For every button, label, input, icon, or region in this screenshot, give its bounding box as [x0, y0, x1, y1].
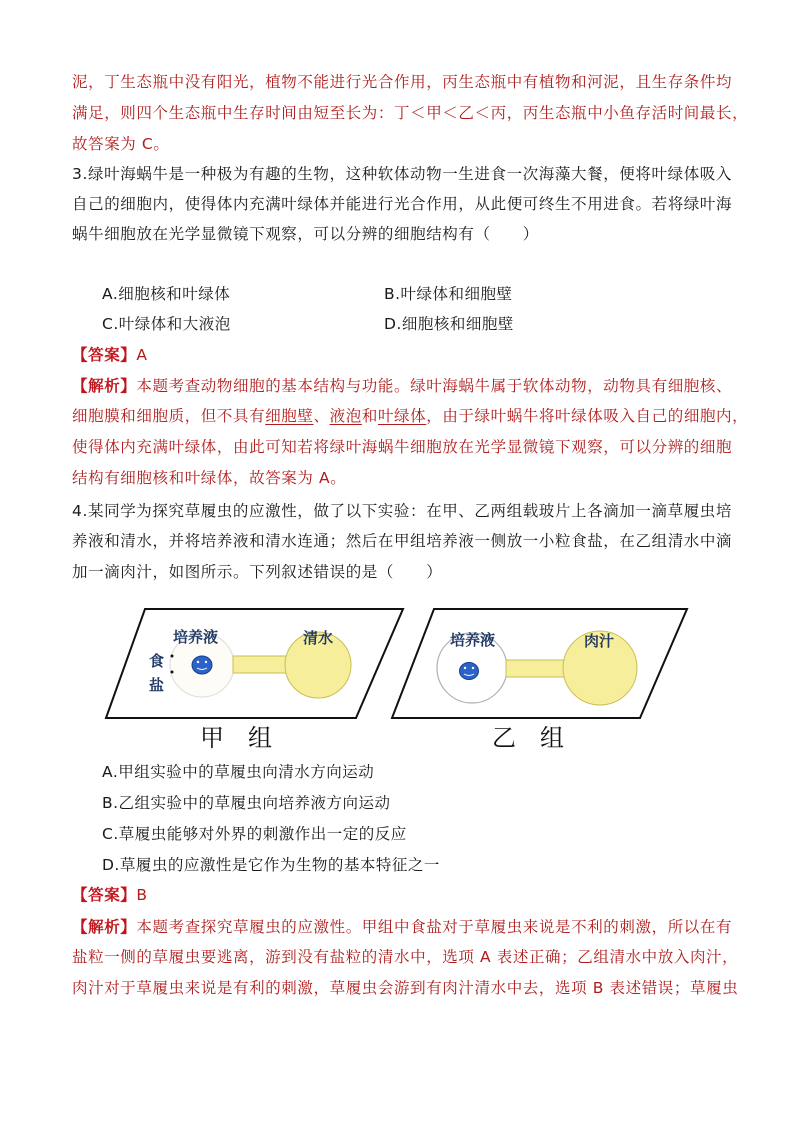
- q4-analysis-line: 盐粒一侧的草履虫要逃离，游到没有盐粒的清水中，选项 A 表述正确；乙组清水中放入肉汁，: [72, 948, 739, 966]
- paramecium-eye: [205, 661, 207, 663]
- question-4-text: 加一滴肉汁，如图所示。下列叙述错误的是（ ）: [72, 563, 443, 581]
- analysis-tag: 【解析】: [72, 918, 137, 936]
- analysis-text: ，由于绿叶蜗牛将叶绿体吸入自己的细胞内，: [426, 407, 749, 425]
- question-3-text: 3.绿叶海蜗牛是一种极为有趣的生物，这种软体动物一生进食一次海藻大餐，便将叶绿体吸入: [72, 165, 732, 183]
- experiment-figure: [100, 600, 700, 760]
- q4-option-a: A.甲组实验中的草履虫向清水方向运动: [102, 763, 375, 781]
- channel-right: [506, 660, 566, 677]
- analysis-text: 、: [313, 407, 330, 425]
- underlined-term: 叶绿体: [377, 407, 427, 425]
- q4-analysis-line: 肉汁对于草履虫来说是有利的刺激，草履虫会游到有肉汁清水中去，选项 B 表述错误；草履虫: [72, 979, 739, 997]
- paramecium-icon: [192, 656, 212, 674]
- analysis-tag: 【解析】: [72, 377, 137, 395]
- answer-tag: 【答案】: [72, 346, 137, 364]
- q3-option-a: A.细胞核和叶绿体: [102, 285, 231, 303]
- q3-answer-line: [72, 345, 148, 365]
- q3-analysis-line: [72, 376, 732, 396]
- q4-option-b: B.乙组实验中的草履虫向培养液方向运动: [102, 794, 391, 812]
- question-4-text: 养液和清水，并将培养液和清水连通；然后在甲组培养液一侧放一小粒食盐，在乙组清水中滴: [72, 532, 733, 550]
- paramecium-eye: [197, 661, 199, 663]
- label-culture-right: 培养液: [450, 631, 496, 649]
- question-3-text: 自己的细胞内，使得体内充满叶绿体并能进行光合作用，从此便可终生不用进食。若将绿叶海: [72, 195, 733, 213]
- channel-left: [233, 656, 289, 673]
- text-line: 泥，丁生态瓶中没有阳光，植物不能进行光合作用，丙生态瓶中有植物和河泥，且生存条件均: [72, 73, 733, 91]
- analysis-text: 和: [361, 407, 378, 425]
- answer-value: A: [136, 346, 148, 364]
- analysis-text: 细胞膜和细胞质，但不具有: [72, 407, 266, 425]
- caption-right: 乙 组: [492, 724, 564, 752]
- underlined-term: 细胞壁: [265, 407, 314, 425]
- q3-analysis-line: 使得体内充满叶绿体，由此可知若将绿叶海蜗牛细胞放在光学显微镜下观察，可以分辨的细胞: [72, 438, 733, 456]
- answer-value: B: [136, 886, 148, 904]
- label-culture-left: 培养液: [173, 628, 219, 646]
- q4-analysis-line: [72, 917, 732, 937]
- q3-option-d: D.细胞核和细胞壁: [384, 315, 514, 333]
- salt-dot: [171, 655, 174, 658]
- label-water: 清水: [303, 629, 334, 647]
- answer-tag: 【答案】: [72, 886, 137, 904]
- q3-option-c: C.叶绿体和大液泡: [102, 315, 231, 333]
- underlined-term: 液泡: [329, 407, 362, 425]
- q4-option-d: D.草履虫的应激性是它作为生物的基本特征之一: [102, 856, 440, 874]
- q4-answer-line: [72, 885, 148, 905]
- q3-analysis-line: [72, 406, 748, 426]
- caption-left: 甲 组: [200, 724, 272, 752]
- label-salt-2: 盐: [149, 676, 165, 694]
- q4-option-c: C.草履虫能够对外界的刺激作出一定的反应: [102, 825, 407, 843]
- q3-analysis-line: 结构有细胞核和叶绿体，故答案为 A。: [72, 469, 347, 487]
- paramecium-eye: [472, 667, 474, 669]
- label-salt-1: 食: [149, 652, 165, 670]
- label-juice: 肉汁: [584, 632, 615, 650]
- text-line: 故答案为 C。: [72, 135, 170, 153]
- question-3-text: 蜗牛细胞放在光学显微镜下观察，可以分辨的细胞结构有（ ）: [72, 225, 539, 243]
- paramecium-icon: [460, 663, 479, 680]
- salt-dot: [171, 671, 174, 674]
- q3-option-b: B.叶绿体和细胞壁: [384, 285, 513, 303]
- paramecium-eye: [464, 667, 466, 669]
- analysis-text: 本题考查探究草履虫的应激性。甲组中食盐对于草履虫来说是不利的刺激，所以在有: [136, 918, 733, 936]
- text-line: 满足，则四个生态瓶中生存时间由短至长为：丁＜甲＜乙＜丙，丙生态瓶中小鱼存活时间最长，: [72, 104, 749, 122]
- question-4-text: 4.某同学为探究草履虫的应激性，做了以下实验：在甲、乙两组载玻片上各滴加一滴草履虫培: [72, 502, 732, 520]
- analysis-text: 本题考查动物细胞的基本结构与功能。绿叶海蜗牛属于软体动物，动物具有细胞核、: [136, 377, 733, 395]
